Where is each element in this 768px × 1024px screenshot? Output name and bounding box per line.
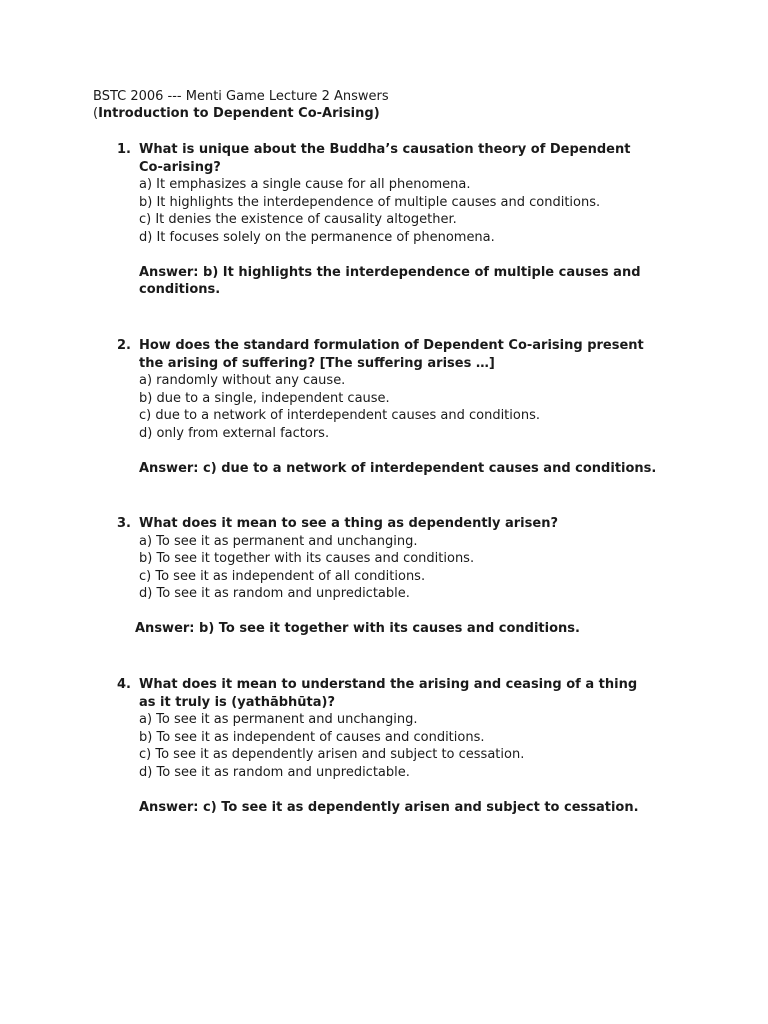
option-a: a) It emphasizes a single cause for all phenomena.	[139, 177, 471, 193]
option-a: a) randomly without any cause.	[139, 373, 346, 389]
option-b: b) due to a single, independent cause.	[139, 390, 390, 406]
question-2	[117, 337, 657, 477]
question-number: 4.	[117, 677, 131, 692]
subtitle-text: Introduction to Dependent Co-Arising)	[98, 106, 380, 121]
question-number: 3.	[117, 516, 131, 531]
answer-text: Answer: b) To see it together with its causes and conditions.	[135, 620, 580, 636]
question-prompt: What is unique about the Buddha’s causation theory of Dependent Co-arising?	[139, 142, 631, 175]
subtitle-paren: (	[93, 106, 99, 121]
option-c: c) To see it as dependently arisen and subject to cessation.	[139, 747, 525, 763]
option-d: d) To see it as random and unpredictable.	[139, 586, 410, 602]
question-3	[117, 515, 657, 638]
course-title: BSTC 2006 --- Menti Game Lecture 2 Answers	[93, 89, 389, 104]
question-1	[117, 141, 657, 299]
option-d: d) To see it as random and unpredictable.	[139, 764, 410, 780]
answer-text: Answer: b) It highlights the interdependence of multiple causes and conditions.	[139, 264, 641, 298]
lecture-subtitle	[93, 105, 389, 122]
option-c: c) To see it as independent of all conditions.	[139, 568, 426, 584]
question-prompt: What does it mean to understand the arising and ceasing of a thing as it truly is (yathābhūta)?	[139, 677, 638, 710]
option-b: b) It highlights the interdependence of multiple causes and conditions.	[139, 194, 601, 210]
answer-text: Answer: c) To see it as dependently arisen and subject to cessation.	[139, 799, 639, 815]
option-d: d) It focuses solely on the permanence of phenomena.	[139, 229, 495, 245]
option-c: c) due to a network of interdependent causes and conditions.	[139, 408, 540, 424]
option-b: b) To see it as independent of causes and conditions.	[139, 729, 485, 745]
option-d: d) only from external factors.	[139, 425, 330, 441]
answer-text: Answer: c) due to a network of interdependent causes and conditions.	[139, 460, 657, 476]
option-b: b) To see it together with its causes and conditions.	[139, 551, 475, 567]
option-a: a) To see it as permanent and unchanging.	[139, 533, 418, 549]
question-prompt: What does it mean to see a thing as dependently arisen?	[139, 516, 558, 531]
question-number: 1.	[117, 142, 131, 157]
question-number: 2.	[117, 338, 131, 353]
option-a: a) To see it as permanent and unchanging.	[139, 712, 418, 728]
option-c: c) It denies the existence of causality altogether.	[139, 212, 457, 228]
question-4	[117, 676, 657, 816]
document-header	[93, 88, 389, 122]
question-prompt: How does the standard formulation of Dependent Co-arising present the arising of suffering? [The suffering arises …]	[139, 338, 644, 371]
